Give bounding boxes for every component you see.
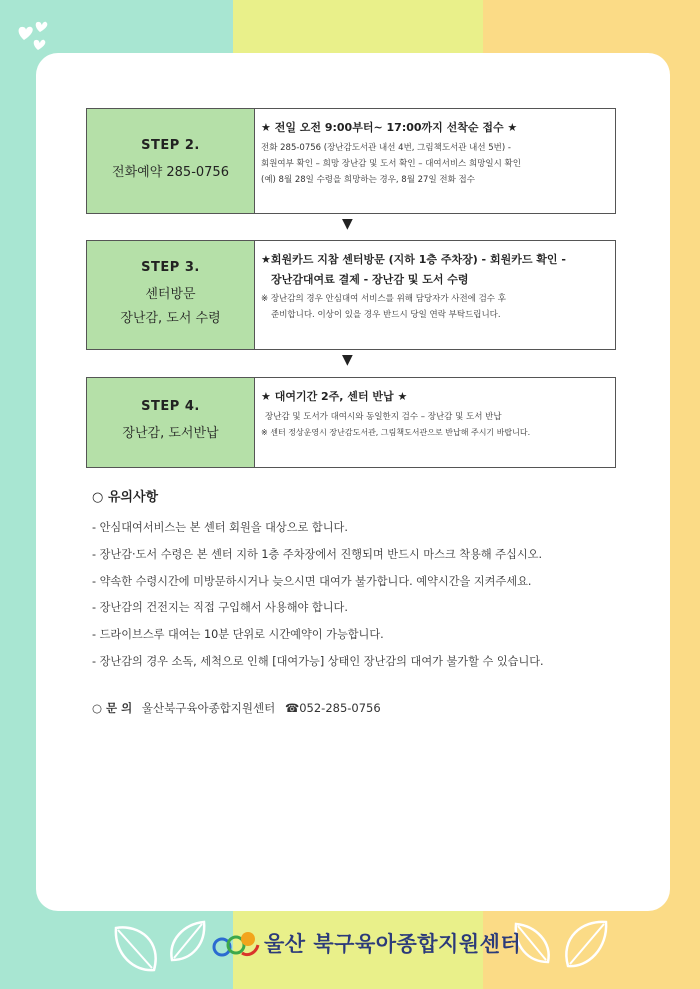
down-arrow-icon: ▼ [342, 352, 353, 368]
step-4-line: ※ 센터 정상운영시 장난감도서관, 그림책도서관으로 반납해 주시기 바랍니다. [261, 428, 531, 437]
notice-item: - 장난감의 건전지는 직접 구입해서 사용해야 합니다. [92, 601, 348, 615]
step-2-line: (예) 8월 28일 수령을 희망하는 경우, 8월 27일 전화 접수 [261, 175, 475, 185]
step-2-title: STEP 2. [141, 137, 200, 153]
step-2-box [86, 108, 616, 214]
notice-item: - 드라이브스루 대여는 10분 단위로 시간예약이 가능합니다. [92, 628, 384, 642]
center-logo [212, 927, 521, 959]
step-2-body [255, 109, 615, 213]
notice-item: - 장난감의 경우 소독, 세척으로 인해 [대여가능] 상태인 장난감의 대여가 불가할 수 있습니다. [92, 654, 544, 668]
step-4-line: 장난감 및 도서가 대여시와 동일한지 검수 – 장난감 및 도서 반납 [265, 412, 502, 422]
step-3-body [255, 241, 615, 349]
leaf-icon [552, 914, 612, 972]
step-2-line: 회원여부 확인 – 희망 장난감 및 도서 확인 – 대여서비스 희망일시 확인 [261, 159, 521, 169]
leaf-icon [164, 918, 210, 966]
leaf-icon [110, 918, 170, 976]
step-2-label [87, 109, 255, 213]
step-4-body [255, 378, 615, 467]
notice-item: - 안심대여서비스는 본 센터 회원을 대상으로 합니다. [92, 521, 348, 534]
contact-label: ○ 문 의 [92, 701, 133, 715]
step-3-headline-2: 장난감대여료 결제 - 장난감 및 도서 수령 [271, 273, 469, 286]
step-4-box [86, 377, 616, 468]
contact-org: 울산북구육아종합지원센터 [141, 701, 276, 715]
step-3-subtitle: 센터방문 [145, 286, 196, 302]
center-logo-icon [212, 927, 260, 959]
step-3-label [87, 241, 255, 349]
contact-line [92, 700, 381, 716]
step-3-box [86, 240, 616, 350]
down-arrow-icon: ▼ [342, 216, 353, 232]
notice-item: - 약속한 수령시간에 미방문하시거나 늦으시면 대여가 불가합니다. 예약시간을 지켜주세요. [92, 574, 532, 588]
step-3-title: STEP 3. [141, 259, 200, 275]
step-3-line: 준비합니다. 이상이 있을 경우 반드시 당일 연락 부탁드립니다. [271, 310, 501, 320]
step-2-line: 전화 285-0756 (장난감도서관 내선 4번, 그림책도서관 내선 5번) - [261, 143, 511, 153]
notice-item: - 장난감·도서 수령은 본 센터 지하 1층 주차장에서 진행되며 반드시 마스크 착용해 주십시오. [92, 547, 542, 561]
step-2-subtitle: 전화예약 285-0756 [112, 164, 229, 180]
step-4-headline: ★ 대여기간 2주, 센터 반납 ★ [261, 390, 408, 403]
step-4-label [87, 378, 255, 467]
step-3-subtitle: 장난감, 도서 수령 [120, 310, 221, 326]
step-4-title: STEP 4. [141, 399, 200, 414]
notice-section [92, 486, 652, 676]
notice-title: ○ 유의사항 [92, 490, 159, 505]
step-4-subtitle: 장난감, 도서반납 [122, 426, 219, 441]
center-logo-text: 울산 북구육아종합지원센터 [264, 932, 522, 956]
contact-phone: ☎052-285-0756 [284, 701, 381, 715]
hearts-icon [14, 18, 54, 52]
step-3-headline: ★회원카드 지참 센터방문 (지하 1층 주차장) - 회원카드 확인 - [261, 253, 566, 266]
step-3-line: ※ 장난감의 경우 안심대여 서비스를 위해 담당자가 사전에 검수 후 [261, 294, 506, 304]
step-2-headline: ★ 전일 오전 9:00부터~ 17:00까지 선착순 접수 ★ [261, 121, 518, 134]
